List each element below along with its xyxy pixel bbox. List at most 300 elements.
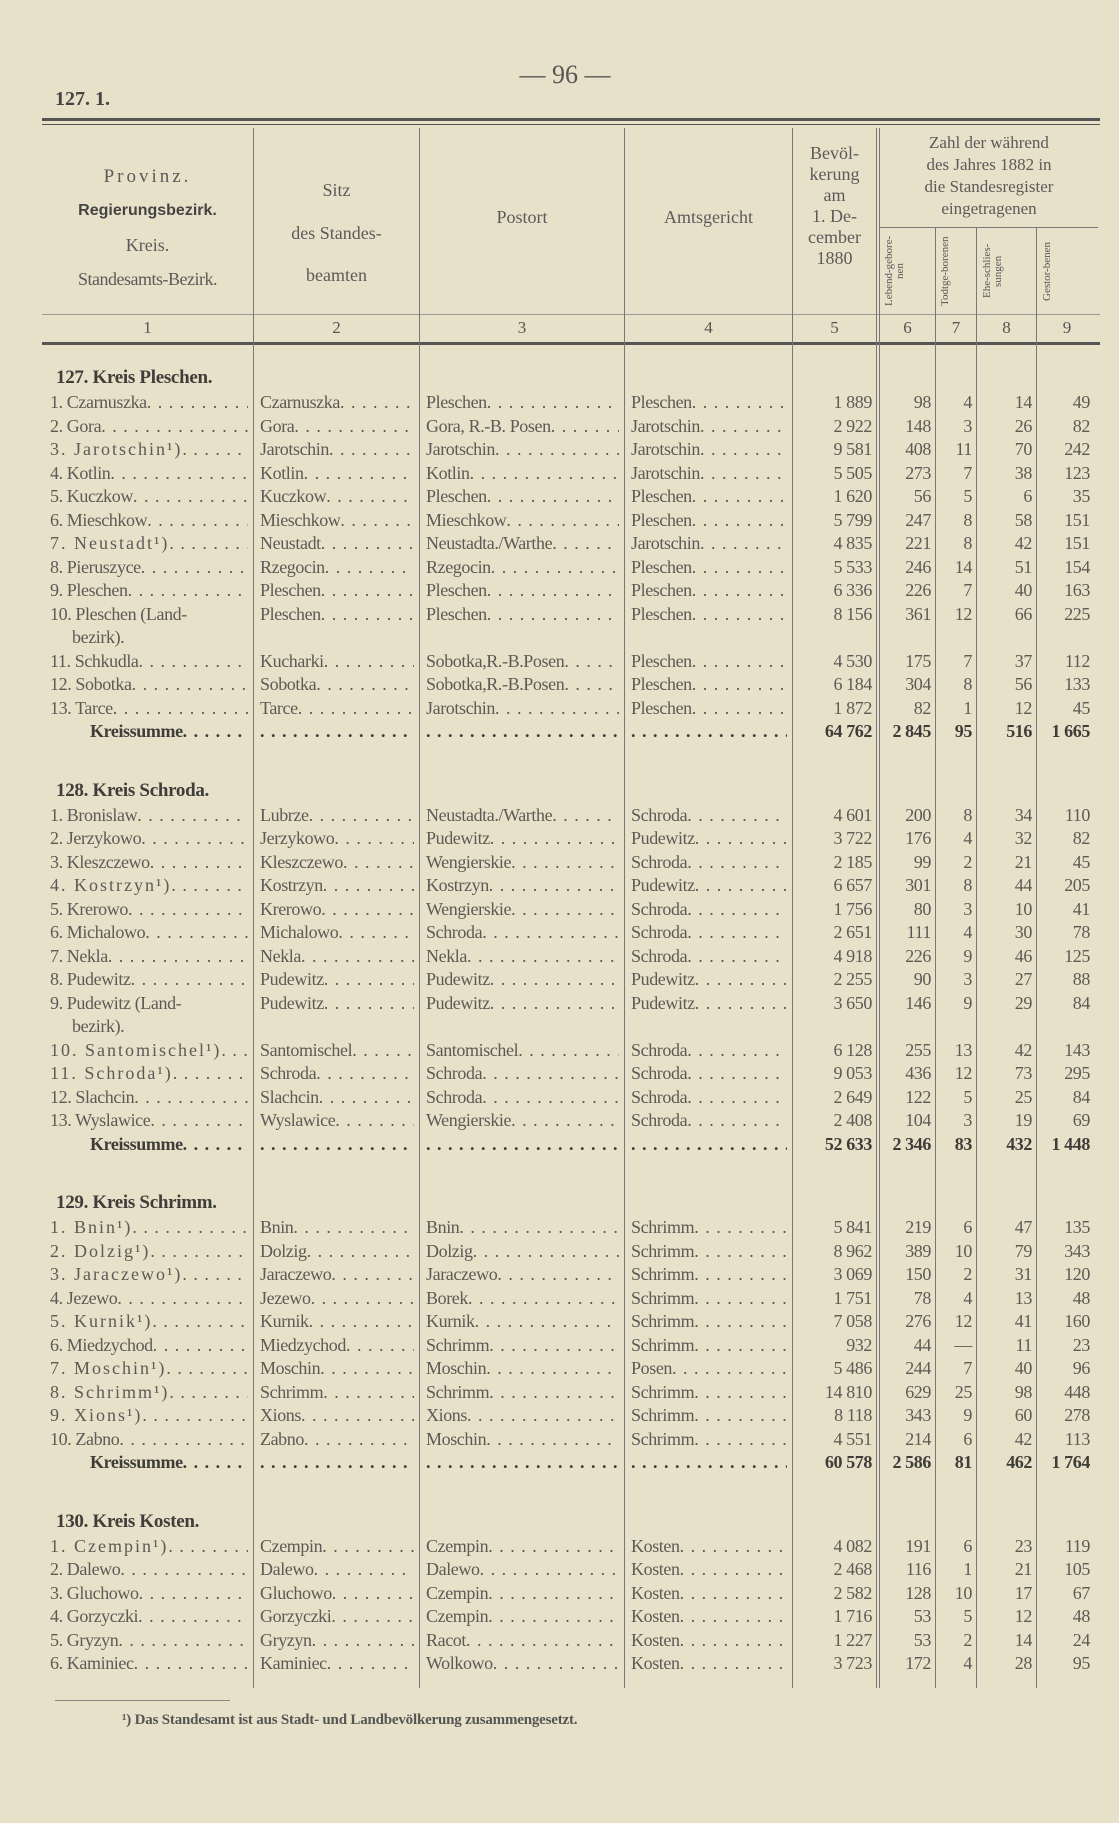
dot-leader — [173, 1062, 248, 1086]
dot-leader — [467, 945, 619, 969]
deaths: 160 — [1064, 1311, 1090, 1331]
dot-leader — [695, 827, 787, 851]
post-office-text: Jarotschin — [426, 697, 495, 718]
dot-leader — [137, 804, 248, 828]
registrar-seat — [254, 1629, 420, 1653]
registrar-seat — [254, 579, 420, 603]
district-court — [625, 1287, 793, 1311]
deaths: 225 — [1064, 603, 1090, 624]
top-rule-thin — [42, 124, 1100, 125]
marriages: 56 — [1014, 674, 1032, 694]
population-1880: 4 918 — [833, 945, 872, 966]
dot-leader — [322, 1535, 414, 1559]
table-row — [40, 1357, 1100, 1381]
post-office-text: Czempin — [426, 1535, 489, 1556]
district-name — [40, 804, 254, 828]
population-1880: 4 082 — [833, 1535, 872, 1556]
stillbirths: 9 — [963, 945, 972, 966]
post-office-text: Pudewitz — [426, 992, 490, 1013]
dot-leader — [132, 673, 248, 697]
district-name-text: 1. Bnin¹) — [50, 1217, 133, 1237]
group-rule — [880, 227, 1098, 228]
header-bottom-rule — [42, 342, 1100, 345]
live-births: 226 — [905, 945, 931, 966]
dot-leader — [110, 462, 248, 486]
dot-leader — [695, 992, 787, 1039]
district-court — [625, 485, 793, 509]
dot-leader — [352, 1039, 414, 1063]
marriages: 40 — [1014, 1358, 1032, 1378]
deaths: 343 — [1064, 1240, 1090, 1261]
dot-leader — [488, 1605, 619, 1629]
dot-leader — [182, 438, 248, 462]
deaths: 69 — [1072, 1110, 1090, 1130]
registrar-seat-text: Pudewitz — [260, 969, 324, 989]
post-office-text: Wolkowo — [426, 1653, 493, 1673]
deaths: 120 — [1064, 1264, 1090, 1284]
stillbirths: 3 — [963, 1110, 972, 1130]
header-gestorbene: Gestor-benen — [1041, 241, 1053, 301]
district-name-text: 2. Dolzig¹) — [50, 1240, 151, 1261]
live-births: 244 — [905, 1358, 931, 1378]
dot-leader — [340, 509, 414, 533]
dot-leader — [340, 391, 414, 415]
dot-leader — [487, 485, 619, 509]
table-row — [40, 921, 1100, 945]
post-office-text: Jaraczewo — [426, 1264, 498, 1284]
registrar-seat — [254, 485, 420, 509]
post-office — [420, 1357, 625, 1381]
header-regierungsbezirk: Regierungsbezirk. — [78, 202, 217, 219]
district-court-text: Pleschen — [631, 509, 692, 530]
marriages: 26 — [1014, 415, 1032, 436]
population-1880: 4 601 — [833, 804, 872, 825]
stillbirths: 25 — [954, 1381, 972, 1402]
table-row — [40, 556, 1100, 580]
dot-leader — [564, 673, 619, 697]
district-name — [40, 673, 254, 697]
post-office-text: Nekla — [426, 945, 467, 966]
district-court — [625, 1062, 793, 1086]
marriages: 14 — [1014, 1629, 1032, 1650]
population-1880: 5 486 — [833, 1358, 872, 1378]
district-court-text: Schroda — [631, 851, 688, 872]
population-1880: 6 184 — [833, 674, 872, 694]
post-office — [420, 804, 625, 828]
table-row — [40, 1240, 1100, 1264]
dot-leader — [118, 1629, 248, 1653]
live-births: 301 — [905, 875, 931, 895]
dot-leader — [700, 415, 787, 439]
live-births: 221 — [905, 533, 931, 553]
district-court — [625, 1240, 793, 1264]
stillbirths: 12 — [954, 603, 972, 624]
deaths: 151 — [1064, 533, 1090, 553]
marriages-total: 462 — [1006, 1452, 1032, 1472]
registrar-seat — [254, 391, 420, 415]
dot-leader — [680, 1605, 787, 1629]
sum-label — [40, 1133, 254, 1157]
district-court — [625, 509, 793, 533]
stillbirths: 7 — [963, 462, 972, 483]
live-births: 343 — [905, 1405, 931, 1425]
stillbirths: 4 — [963, 922, 972, 942]
deaths: 133 — [1064, 674, 1090, 694]
table-row — [40, 579, 1100, 603]
marriages: 21 — [1014, 851, 1032, 872]
live-births: 389 — [905, 1240, 931, 1261]
live-births: 98 — [913, 392, 931, 412]
stillbirths: 4 — [963, 828, 972, 848]
district-name-text: 6. Mieschkow — [50, 509, 148, 530]
district-court — [625, 874, 793, 898]
district-court — [625, 1334, 793, 1358]
dot-leader — [687, 1109, 787, 1133]
deaths: 105 — [1064, 1559, 1090, 1579]
section-title: 127. Kreis Pleschen. — [56, 367, 213, 388]
dot-leader — [551, 415, 619, 439]
stillbirths: 4 — [963, 392, 972, 412]
district-name-text: 2. Jerzykowo — [50, 828, 142, 848]
deaths: 82 — [1072, 828, 1090, 848]
district-name-text: 7. Neustadt¹) — [50, 533, 170, 553]
stillbirths: 12 — [954, 1311, 972, 1331]
post-office — [420, 1381, 625, 1405]
deaths: 41 — [1072, 898, 1090, 919]
dot-leader — [482, 1086, 619, 1110]
post-office-empty — [420, 1133, 625, 1157]
post-office-text: Czempin — [426, 1606, 489, 1626]
marriages: 98 — [1014, 1381, 1032, 1402]
stillbirths: 7 — [963, 580, 972, 600]
marriages: 46 — [1014, 945, 1032, 966]
column-number: 6 — [903, 318, 912, 337]
population-1880: 5 841 — [833, 1217, 872, 1237]
sum-row — [40, 1451, 1100, 1475]
post-office-text: Pudewitz — [426, 828, 490, 848]
deaths: 154 — [1064, 556, 1090, 577]
district-name-text: 9. Pleschen — [50, 580, 128, 600]
registrar-seat-text: Gorzyczki — [260, 1606, 332, 1626]
marriages: 31 — [1014, 1264, 1032, 1284]
district-court-text: Schrimm — [631, 1428, 695, 1449]
dot-leader — [183, 1133, 248, 1157]
population-1880: 932 — [846, 1334, 872, 1355]
registrar-seat — [254, 1652, 420, 1676]
district-name-text: 5. Kuczkow — [50, 486, 133, 506]
dot-leader — [141, 556, 248, 580]
dot-leader — [117, 1287, 248, 1311]
section-title: 130. Kreis Kosten. — [56, 1510, 200, 1532]
dot-leader — [152, 1310, 248, 1334]
post-office-text: Moschin — [426, 1358, 487, 1378]
table-row — [40, 1629, 1100, 1653]
header-amtsgericht: Amtsgericht — [664, 207, 753, 227]
dot-leader — [466, 1629, 619, 1653]
deaths: 88 — [1072, 969, 1090, 989]
district-name — [40, 391, 254, 415]
registrar-seat-text: Dolzig — [260, 1240, 307, 1261]
district-court-text: Schrimm — [631, 1311, 695, 1331]
dot-leader — [311, 1287, 414, 1311]
header-col1 — [42, 160, 253, 296]
post-office — [420, 1062, 625, 1086]
header-col5-line: 1. De- — [812, 206, 857, 226]
dot-leader — [680, 1535, 787, 1559]
district-court — [625, 1605, 793, 1629]
deaths: 48 — [1072, 1287, 1090, 1308]
registrar-seat-text: Neustadt — [260, 533, 321, 553]
district-court — [625, 945, 793, 969]
deaths: 82 — [1072, 415, 1090, 436]
deaths-total: 1 764 — [1051, 1452, 1090, 1472]
district-court-text: Jarotschin — [631, 533, 700, 553]
population-1880: 1 756 — [833, 898, 872, 919]
live-births: 200 — [905, 804, 931, 825]
sum-row — [40, 720, 1100, 744]
sum-label-text: Kreissumme — [90, 1133, 183, 1154]
stillbirths: 8 — [963, 533, 972, 553]
table-row — [40, 509, 1100, 533]
population-1880: 6 657 — [833, 875, 872, 895]
population-1880: 4 530 — [833, 650, 872, 671]
dot-leader — [298, 697, 414, 721]
district-name-text: 5. Gryzyn — [50, 1629, 119, 1650]
marriages: 19 — [1014, 1110, 1032, 1130]
dot-leader — [132, 1216, 248, 1240]
post-office-text: Dalewo — [426, 1559, 480, 1579]
district-court-text: Schroda — [631, 804, 688, 825]
post-office-text: Xions — [426, 1405, 468, 1425]
population-1880: 3 650 — [833, 992, 872, 1013]
dot-leader — [183, 1451, 248, 1475]
dot-leader — [324, 968, 414, 992]
dot-leader — [304, 462, 414, 486]
dot-leader — [486, 1357, 619, 1381]
deaths: 35 — [1072, 486, 1090, 506]
dot-leader — [511, 1109, 619, 1133]
header-group-line: Zahl der während — [929, 133, 1049, 152]
live-births: 80 — [913, 898, 931, 919]
deaths: 110 — [1064, 804, 1090, 825]
stillbirths: 2 — [963, 851, 972, 872]
district-court-text: Pleschen — [631, 697, 692, 718]
deaths: 125 — [1064, 945, 1090, 966]
dot-leader — [694, 1287, 787, 1311]
district-court — [625, 462, 793, 486]
table-row — [40, 851, 1100, 875]
dot-leader — [470, 462, 619, 486]
top-rule — [42, 118, 1100, 121]
live-births: 146 — [905, 992, 931, 1013]
dot-leader — [694, 1428, 787, 1452]
registrar-seat — [254, 1263, 420, 1287]
stillbirths: 6 — [963, 1217, 972, 1237]
dot-leader — [108, 945, 248, 969]
registrar-seat — [254, 650, 420, 674]
district-name-text: 12. Sobotka — [50, 674, 132, 694]
district-court-text: Pleschen — [631, 650, 692, 671]
post-office — [420, 1263, 625, 1287]
deaths: 151 — [1064, 509, 1090, 530]
district-name — [40, 485, 254, 509]
district-court-text: Schroda — [631, 922, 688, 942]
dot-leader — [700, 462, 787, 486]
deaths: 205 — [1064, 875, 1090, 895]
marriages: 42 — [1014, 1039, 1032, 1060]
registrar-seat-text: Michalowo — [260, 922, 339, 942]
district-court-text: Schrimm — [631, 1264, 695, 1284]
district-name-text: 6. Miedzychod — [50, 1334, 153, 1355]
district-name-text: 3. Jarotschin¹) — [50, 439, 183, 459]
district-court-text: Kosten — [631, 1535, 680, 1556]
live-births: 255 — [905, 1039, 931, 1060]
table-row — [40, 673, 1100, 697]
dot-leader — [687, 921, 787, 945]
district-name-text: 4. Jezewo — [50, 1287, 118, 1308]
district-name — [40, 1605, 254, 1629]
registrar-seat — [254, 968, 420, 992]
post-office — [420, 898, 625, 922]
registrar-seat — [254, 874, 420, 898]
dot-leader — [309, 1310, 414, 1334]
post-office — [420, 1039, 625, 1063]
district-name — [40, 438, 254, 462]
deaths: 295 — [1064, 1063, 1090, 1083]
district-name — [40, 1381, 254, 1405]
post-office-text: Borek — [426, 1287, 468, 1308]
dot-leader — [168, 1535, 248, 1559]
dot-leader — [495, 697, 619, 721]
stillbirths-total: 81 — [954, 1452, 972, 1472]
table-row — [40, 1428, 1100, 1452]
registrar-seat — [254, 921, 420, 945]
dot-leader — [475, 1310, 619, 1334]
district-name-text: 1. Czarnuszka — [50, 392, 147, 412]
marriages: 79 — [1014, 1240, 1032, 1261]
dot-leader — [331, 1263, 414, 1287]
dot-leader — [182, 1263, 248, 1287]
sum-label — [40, 1451, 254, 1475]
district-name-text: 12. Slachcin — [50, 1086, 135, 1107]
district-court-text: Pudewitz — [631, 969, 695, 989]
district-name — [40, 945, 254, 969]
dot-leader — [511, 898, 619, 922]
dot-leader — [687, 945, 787, 969]
district-court-text: Schrimm — [631, 1334, 695, 1355]
post-office-text: Wengierskie — [426, 1110, 512, 1130]
column-number: 2 — [332, 318, 341, 337]
district-name — [40, 1428, 254, 1452]
district-name — [40, 509, 254, 533]
district-court — [625, 579, 793, 603]
dot-leader — [134, 1086, 248, 1110]
stillbirths: 10 — [954, 1240, 972, 1261]
district-court — [625, 968, 793, 992]
deaths: 84 — [1072, 992, 1090, 1013]
dot-leader — [695, 968, 787, 992]
dot-leader — [687, 1062, 787, 1086]
stillbirths: 12 — [954, 1063, 972, 1083]
marriages: 21 — [1014, 1559, 1032, 1579]
registrar-seat — [254, 438, 420, 462]
post-office-text: Pleschen — [426, 392, 487, 412]
deaths: 48 — [1072, 1606, 1090, 1626]
column-number: 4 — [704, 318, 713, 337]
population-1880: 14 810 — [824, 1381, 872, 1402]
marriages: 12 — [1014, 697, 1032, 718]
dot-leader — [153, 1334, 248, 1358]
dot-leader — [489, 1381, 619, 1405]
stillbirths: 9 — [963, 1405, 972, 1425]
deaths: 448 — [1064, 1381, 1090, 1402]
district-name — [40, 1629, 254, 1653]
post-office — [420, 556, 625, 580]
registrar-seat — [254, 1428, 420, 1452]
district-court — [625, 992, 793, 1039]
post-office — [420, 485, 625, 509]
deaths: 242 — [1064, 439, 1090, 459]
marriages: 73 — [1014, 1063, 1032, 1083]
deaths: 163 — [1064, 580, 1090, 600]
post-office — [420, 509, 625, 533]
district-court-text: Posen — [631, 1358, 673, 1378]
stillbirths: 13 — [954, 1039, 972, 1060]
district-name — [40, 1263, 254, 1287]
deaths: 49 — [1072, 392, 1090, 412]
section-gap — [40, 744, 1100, 777]
stillbirths: 8 — [963, 509, 972, 530]
stillbirths: 4 — [963, 1653, 972, 1673]
deaths: 119 — [1064, 1535, 1090, 1556]
district-name-line: 9. Pudewitz (Land- — [50, 992, 182, 1013]
column-number: 8 — [1002, 318, 1011, 337]
dot-leader — [326, 485, 414, 509]
table-body — [40, 364, 1100, 1676]
post-office-text: Kostrzyn — [426, 875, 489, 895]
live-births: 90 — [913, 969, 931, 989]
post-office — [420, 1109, 625, 1133]
dot-leader — [260, 720, 414, 744]
district-name-text: 4. Kostrzyn¹) — [50, 875, 172, 895]
registrar-seat-text: Tarce — [260, 697, 298, 718]
dot-leader — [631, 720, 787, 744]
district-name-text: 8. Pieruszyce — [50, 556, 141, 577]
sum-label — [40, 720, 254, 744]
district-name-text: 10. Santomischel¹) — [50, 1039, 222, 1060]
post-office-text: Santomischel — [426, 1039, 519, 1060]
sum-label-text: Kreissumme — [90, 1452, 183, 1472]
district-name-text: 9. Xions¹) — [50, 1405, 143, 1425]
dot-leader — [145, 921, 248, 945]
district-name — [40, 1109, 254, 1133]
post-office — [420, 1240, 625, 1264]
live-births: 214 — [905, 1428, 931, 1449]
registrar-seat-text: Pudewitz — [260, 992, 324, 1013]
header-col5 — [793, 143, 876, 269]
registrar-seat-text: Pleschen — [260, 580, 321, 600]
district-name-text: 5. Kurnik¹) — [50, 1311, 153, 1331]
dot-leader — [491, 556, 619, 580]
population-1880: 2 582 — [833, 1582, 872, 1603]
dot-leader — [141, 827, 248, 851]
live-births: 104 — [905, 1110, 931, 1130]
marriages: 6 — [1023, 486, 1032, 506]
live-births: 150 — [905, 1264, 931, 1284]
post-office — [420, 697, 625, 721]
live-births: 53 — [913, 1629, 931, 1650]
live-births: 191 — [905, 1535, 931, 1556]
